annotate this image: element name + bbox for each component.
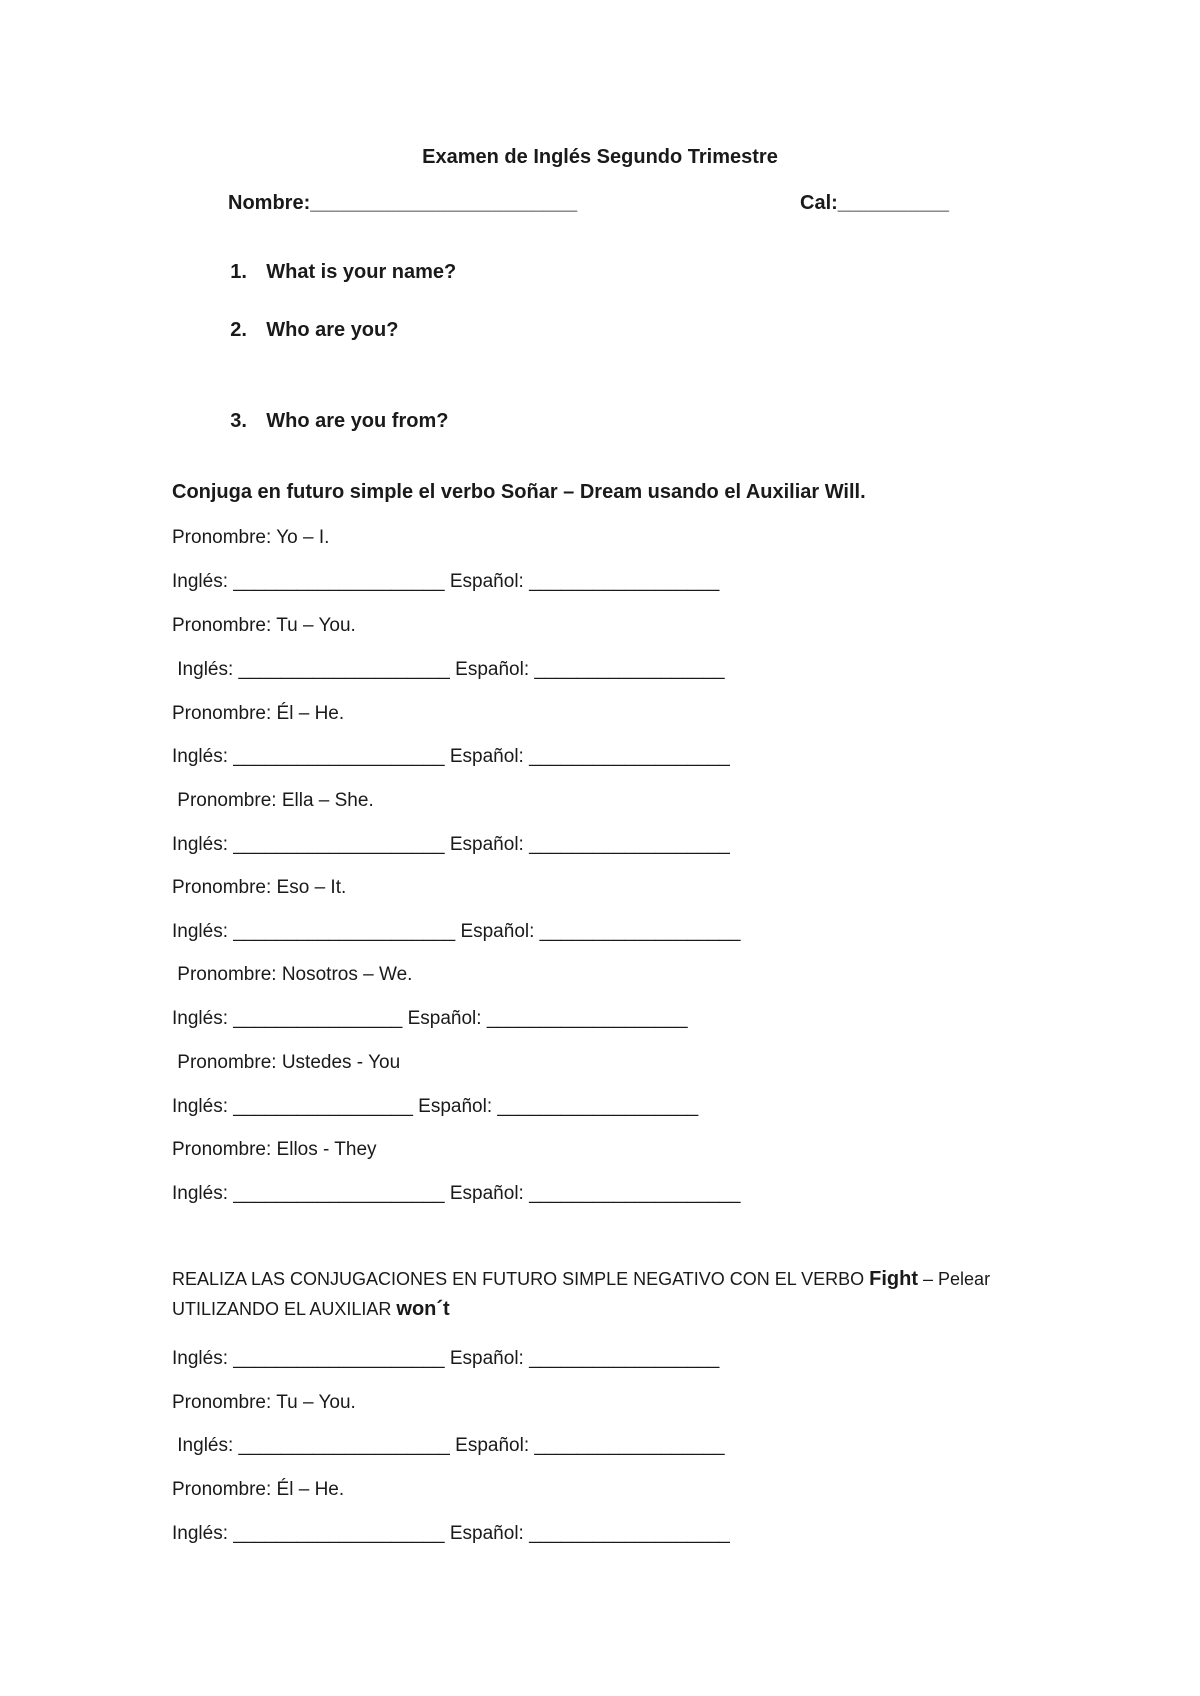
answer-line: Inglés: _________________ Español: ___________________ <box>172 1096 699 1117</box>
pronoun-line: Pronombre: Tu – You. <box>172 615 356 636</box>
instruction-text: – Pelear UTILIZANDO EL AUXILIAR <box>172 1269 991 1319</box>
exam-title: Examen de Inglés Segundo Trimestre <box>422 146 778 168</box>
answer-line: Inglés: ____________________ Español: ____________________ <box>172 1183 741 1204</box>
instruction-aux: won´t <box>396 1298 450 1320</box>
answer-line: Inglés: ____________________ Español: ___________________ <box>172 1523 730 1544</box>
pronoun-line: Pronombre: Tu – You. <box>172 1392 356 1413</box>
answer-line: Inglés: ________________ Español: ___________________ <box>172 1008 688 1029</box>
answer-line: Inglés: ____________________ Español: ___________________ <box>172 834 730 855</box>
pronoun-line: Pronombre: Nosotros – We. <box>172 964 413 985</box>
question-number: 1. <box>230 261 247 283</box>
pronoun-line: Pronombre: Ustedes - You <box>172 1052 401 1073</box>
section2-instruction <box>172 1264 1032 1324</box>
question-number: 2. <box>230 319 247 341</box>
answer-line: Inglés: ____________________ Español: ___________________ <box>172 746 730 767</box>
pronoun-line: Pronombre: Yo – I. <box>172 527 330 548</box>
pronoun-line: Pronombre: Ella – She. <box>172 790 374 811</box>
question-text: Who are you? <box>266 319 399 341</box>
section1-title: Conjuga en futuro simple el verbo Soñar – Dream usando el Auxiliar Will. <box>172 481 866 503</box>
instruction-text: REALIZA LAS CONJUGACIONES EN FUTURO SIMPLE NEGATIVO CON EL VERBO <box>172 1269 870 1289</box>
pronoun-line: Pronombre: Él – He. <box>172 703 345 724</box>
pronoun-line: Pronombre: Él – He. <box>172 1479 345 1500</box>
question-number: 3. <box>230 410 247 432</box>
instruction-verb: Fight <box>869 1268 919 1290</box>
grade-field: Cal:__________ <box>800 192 950 214</box>
answer-line: Inglés: ____________________ Español: __________________ <box>172 659 725 680</box>
question-2 <box>208 296 398 365</box>
question-3 <box>208 387 448 456</box>
answer-line: Inglés: ____________________ Español: __________________ <box>172 571 720 592</box>
question-text: What is your name? <box>266 261 457 283</box>
answer-line: Inglés: ____________________ Español: __________________ <box>172 1435 725 1456</box>
pronoun-line: Pronombre: Eso – It. <box>172 877 347 898</box>
name-field: Nombre:________________________ <box>228 192 578 214</box>
pronoun-line: Pronombre: Ellos - They <box>172 1139 377 1160</box>
question-text: Who are you from? <box>266 410 449 432</box>
answer-line: Inglés: _____________________ Español: ___________________ <box>172 921 741 942</box>
answer-line: Inglés: ____________________ Español: __________________ <box>172 1348 720 1369</box>
